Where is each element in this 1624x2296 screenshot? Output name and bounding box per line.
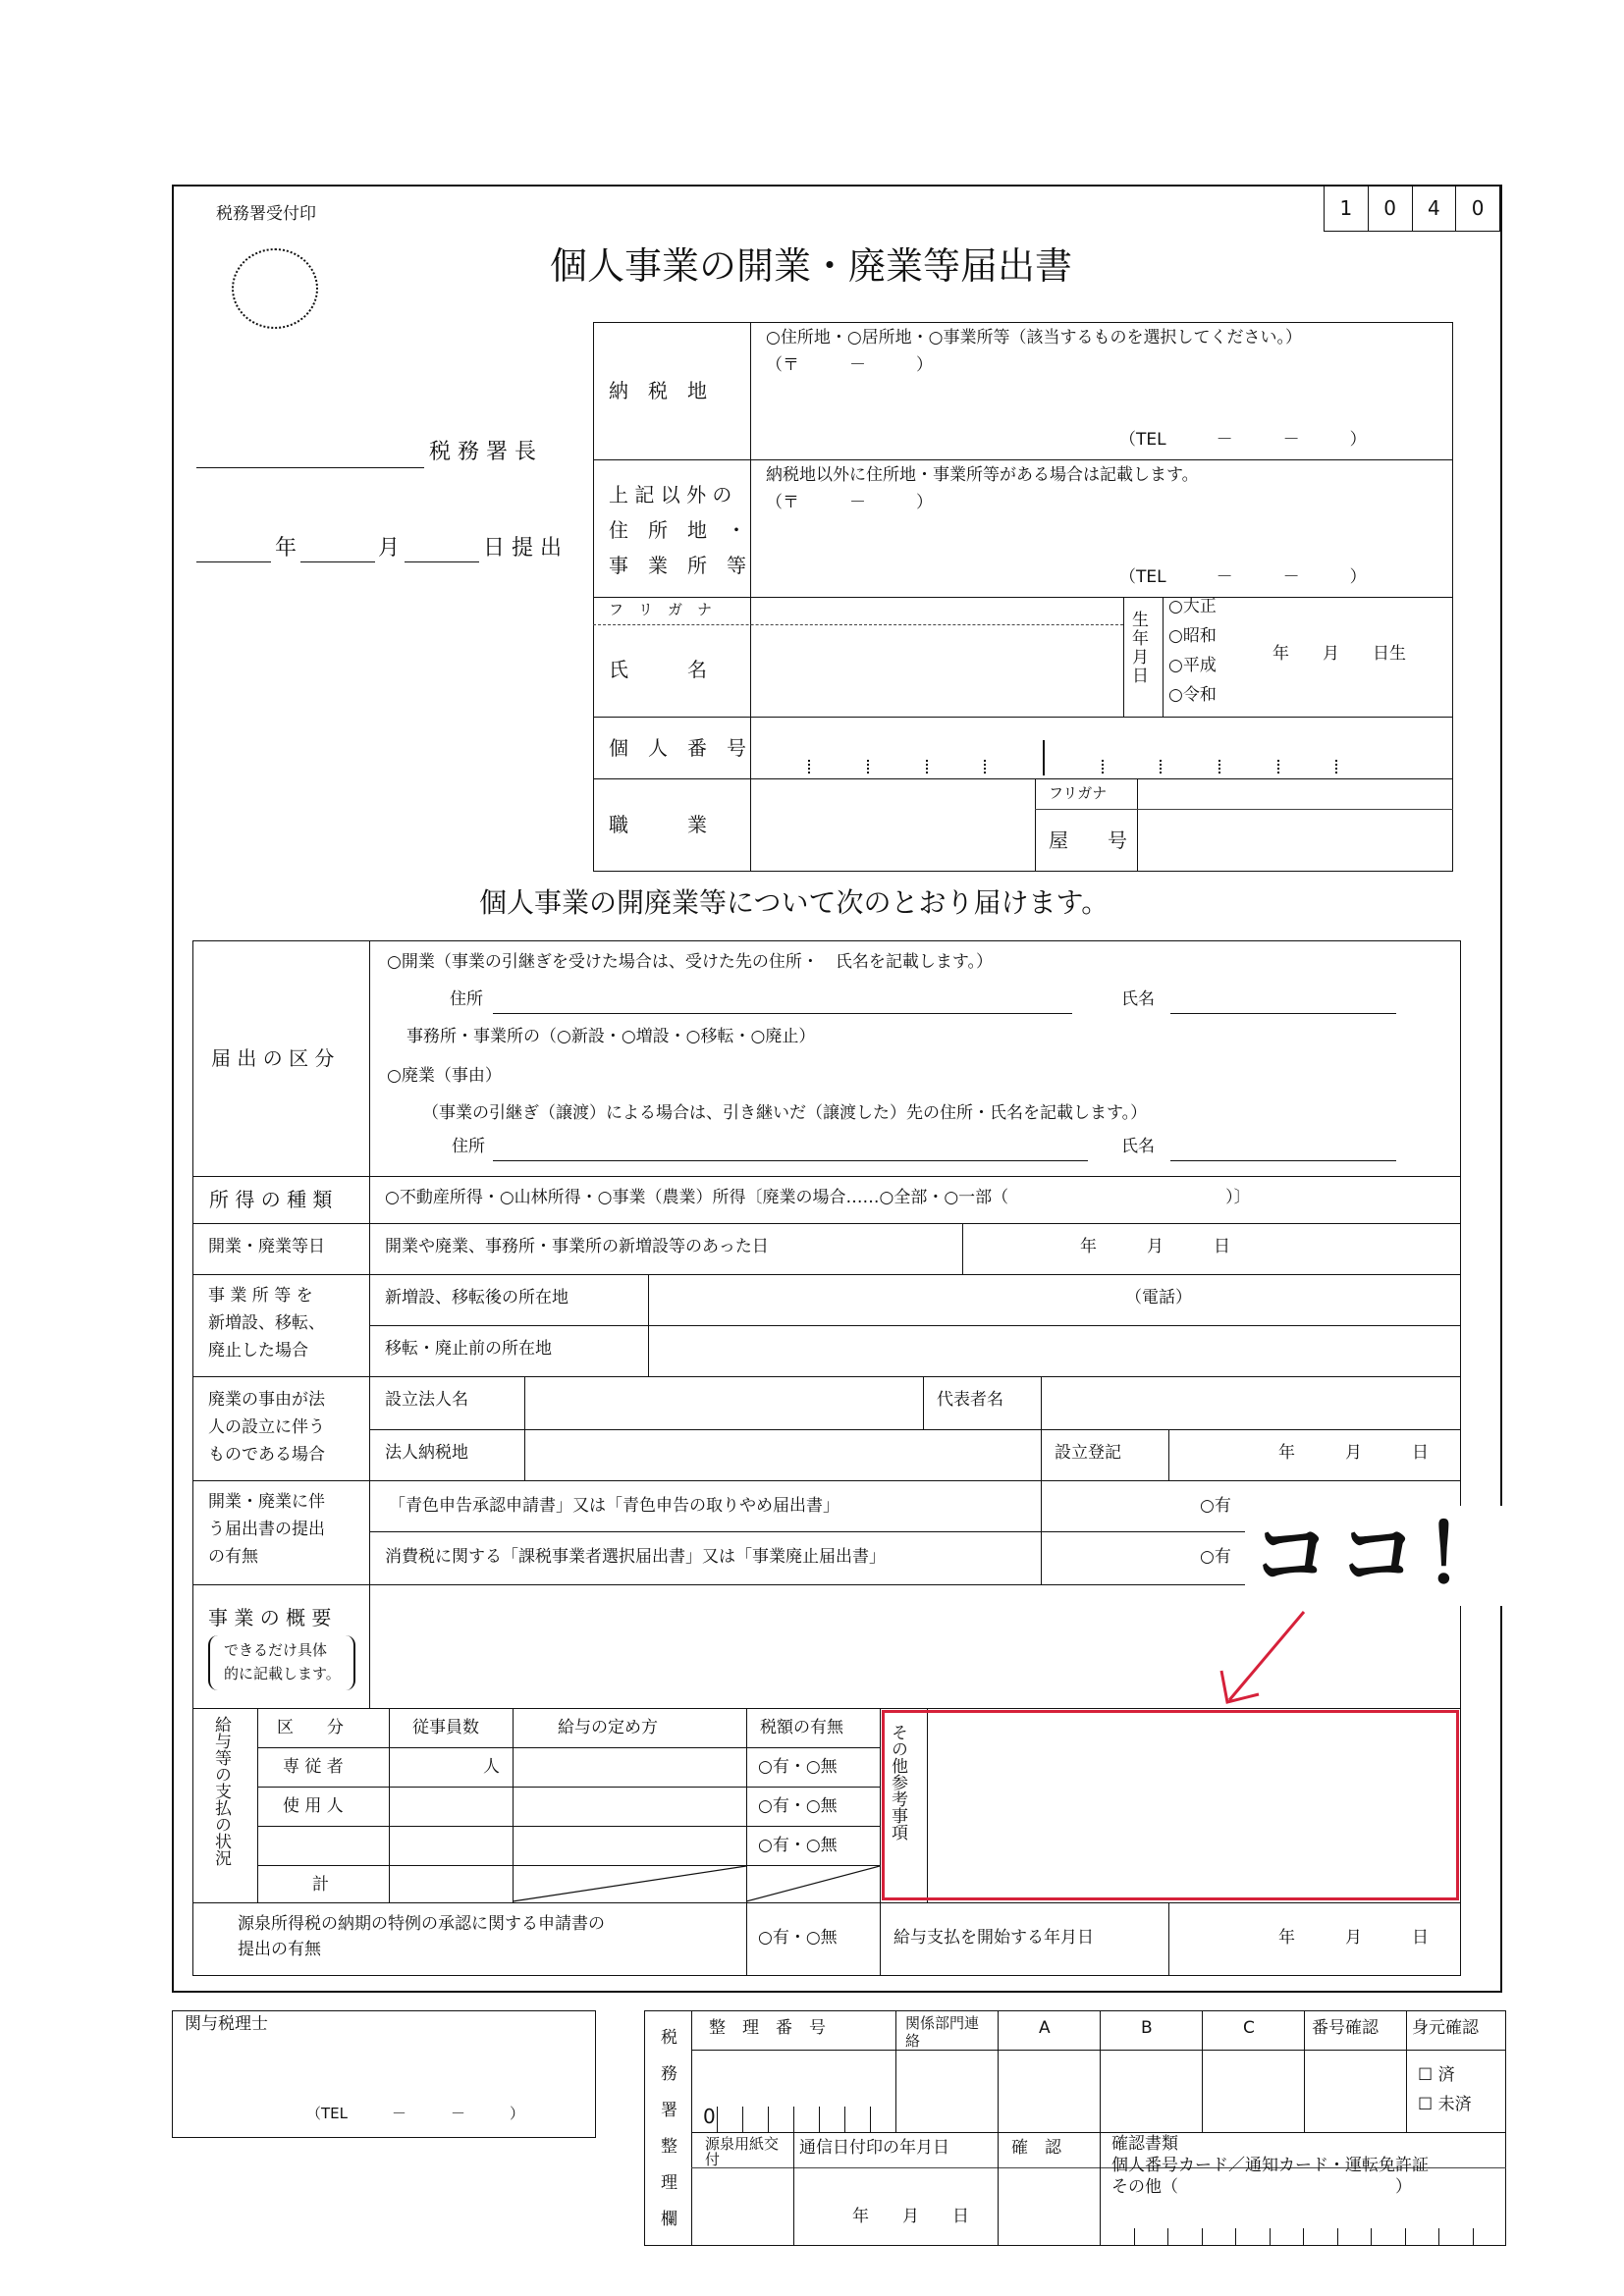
doc-consumption-tax: 消費税に関する「課税事業者選択届出書」又は「事業廃止届出書」 [385,1547,886,1567]
occupation-label: 職 業 [609,813,707,836]
check-undone[interactable]: ☐ 未済 [1418,2095,1472,2114]
tel-field[interactable]: （TEL － － ） [1119,430,1367,450]
tick [844,2107,845,2132]
registration-date[interactable]: 年 月 日 [1278,1443,1429,1463]
source-paper-label: 源泉用紙交 付 [705,2135,794,2168]
digit-separator [1043,740,1045,775]
number-ticks [691,2073,895,2132]
my-number-field[interactable] [750,746,1453,775]
row-tax[interactable]: ○有・○無 [758,1836,838,1855]
tax-place-label: 納 税 地 [609,379,707,402]
name-label: 氏 名 [609,658,707,681]
income-types[interactable]: ○不動産所得・○山林所得・○事業（農業）所得〔廃業の場合……○全部・○一部（ ）〕 [385,1188,1251,1207]
office-header: 関係部門連 絡 [905,2014,995,2050]
open-date-value[interactable]: 年 月 日 [1080,1237,1230,1256]
income-type-label: 所 得 の 種 類 [209,1188,333,1211]
col-header: 給与の定め方 [558,1718,658,1737]
digit-separator [984,760,986,774]
annotation-arrow [1214,1606,1312,1714]
row-count[interactable]: 人 [483,1757,500,1777]
id-docs-label: 確認書類 [1111,2134,1178,2154]
birth-date[interactable]: 年 月 日生 [1272,644,1406,664]
id-docs-other[interactable]: その他（ ） [1111,2177,1412,2197]
tel-field-2[interactable]: （TEL － － ） [1119,567,1367,587]
highlight-box [882,1710,1459,1900]
row-tax[interactable]: ○有・○無 [758,1796,838,1816]
digit-separator [1160,760,1162,774]
office-header: 番号確認 [1312,2018,1379,2038]
start-date-label: 給与支払を開始する年月日 [893,1928,1094,1948]
category-label: 届 出 の 区 分 [211,1046,335,1070]
tick [1337,2228,1338,2246]
check-done[interactable]: ☐ 済 [1418,2065,1455,2085]
salary-section-label: 給与等の支払の状況 [211,1716,231,1866]
tick [1134,2228,1135,2246]
special-choice[interactable]: ○有・○無 [758,1928,838,1948]
postal-code[interactable]: （〒 － ） [766,355,933,375]
month-label: 月 [378,536,401,561]
form-code-digit: 0 [1369,186,1413,231]
old-location-label: 移転・廃止前の所在地 [385,1339,552,1359]
era-option[interactable]: ○昭和 [1168,626,1217,646]
year-label: 年 [275,536,298,561]
id-docs-list[interactable]: 個人番号カード／通知カード・運転免許証 [1111,2156,1429,2175]
close-option[interactable]: ○廃業（事由） [387,1066,502,1086]
tick [717,2107,718,2132]
corp-name-label: 設立法人名 [385,1390,468,1410]
yes-option-2[interactable]: ○有 [1200,1547,1231,1567]
era-option[interactable]: ○平成 [1168,656,1217,675]
col-header: 税額の有無 [760,1718,843,1737]
total-diagonals [513,1865,880,1902]
tick [768,2107,769,2132]
tax-place-choice[interactable]: ○住所地・○居所地・○事業所等（該当するものを選択してください。） [766,328,1302,347]
row-label-total: 計 [312,1875,329,1895]
postal-code-2[interactable]: （〒 － ） [766,493,933,512]
row-tax[interactable]: ○有・○無 [758,1757,838,1777]
form-code-digit: 1 [1325,186,1369,231]
name-field-label: 氏名 [1121,989,1155,1009]
tax-office-line [196,467,424,468]
row-label: 専 従 者 [283,1757,344,1777]
address-label: 住所 [450,989,483,1009]
tick [1270,2228,1271,2246]
tax-office-suffix: 税 務 署 長 [429,440,536,464]
digit-separator [1102,760,1104,774]
new-location-label: 新増設、移転後の所在地 [385,1288,568,1308]
tick [793,2107,794,2132]
era-option[interactable]: ○大正 [1168,597,1217,616]
stamp-label: 税務署受付印 [216,204,316,224]
page-title: 個人事業の開業・廃業等届出書 [550,244,1073,288]
office-header: B [1141,2018,1153,2038]
tick [1405,2228,1406,2246]
digit-separator [1335,760,1337,774]
tick [1371,2228,1372,2246]
overview-label: 事 業 の 概 要 [208,1606,332,1629]
corp-tax-place-label: 法人納税地 [385,1443,468,1463]
digit-separator [867,760,869,774]
digit-separator [1277,760,1279,774]
era-option[interactable]: ○令和 [1168,685,1217,705]
row-label: 使 用 人 [283,1796,344,1816]
tick [1167,2228,1168,2246]
office-option[interactable]: 事務所・事業所の（○新設・○増設・○移転・○廃止） [406,1027,816,1046]
office-header: C [1243,2018,1255,2038]
phone-label: （電話） [1125,1288,1192,1308]
start-date[interactable]: 年 月 日 [1278,1928,1429,1948]
comm-date-label: 通信日付印の年月日 [799,2138,949,2158]
representative-label: 代表者名 [937,1390,1003,1410]
doc-blue-return: 「青色申告承認申請書」又は「青色申告の取りやめ届出書」 [389,1496,839,1516]
other-address-note: 納税地以外に住所地・事業所等がある場合は記載します。 [766,465,1199,485]
number-zero: 0 [703,2105,716,2128]
open-date-desc: 開業や廃業、事務所・事業所の新増設等のあった日 [385,1237,769,1256]
office-header: A [1039,2018,1051,2038]
close-note: （事業の引継ぎ（譲渡）による場合は、引き継いだ（譲渡した）先の住所・氏名を記載します。） [422,1103,1148,1123]
tax-accountant-label: 関与税理士 [185,2014,268,2034]
day-submit-label: 日 提 出 [483,536,562,561]
digit-separator [926,760,928,774]
office-header: 整 理 番 号 [709,2018,826,2038]
other-address-label: 上 記 以 外 の [609,483,732,507]
other-notes-label: その他参考事項 [888,1724,907,1841]
digit-separator [808,760,810,774]
yes-option[interactable]: ○有 [1200,1496,1231,1516]
col-header: 区 分 [277,1718,344,1737]
tick [1303,2228,1304,2246]
name-field-label-2: 氏名 [1121,1137,1155,1156]
statement: 個人事業の開廃業等について次のとおり届けます。 [479,886,1110,919]
office-header: 身元確認 [1412,2018,1479,2038]
tick [1438,2228,1439,2246]
tick [870,2107,871,2132]
tick [1235,2228,1236,2246]
form-code-digit: 0 [1471,196,1485,220]
office-date: 年 月 日 [852,2207,969,2226]
address-label-2: 住所 [452,1137,485,1156]
tick [742,2107,743,2132]
office-use-label: 税務署整理欄 [657,2028,677,2246]
special-label: 源泉所得税の納期の特例の承認に関する申請書の [238,1914,605,1934]
tax-accountant-tel[interactable]: （TEL － － ） [306,2105,524,2122]
stamp-circle [232,248,318,329]
furigana-label: フ リ ガ ナ [609,601,713,618]
open-date-label: 開業・廃業等日 [208,1237,325,1256]
form-code-digit: 4 [1413,186,1457,231]
annotation-text: ココ！ [1245,1506,1516,1606]
registration-label: 設立登記 [1055,1443,1121,1463]
tick [1473,2228,1474,2246]
tick [1202,2228,1203,2246]
shop-name-label: 屋 号 [1049,828,1127,852]
col-header: 従事員数 [412,1718,479,1737]
open-option[interactable]: ○開業（事業の引継ぎを受けた場合は、受けた先の住所・ 氏名を記載します。） [387,952,993,972]
furigana-small: フリガナ [1049,784,1108,802]
digit-separator [1218,760,1220,774]
my-number-label: 個 人 番 号 [609,736,746,760]
id-number-ticks [1100,2207,1506,2246]
birth-label: 生年月日 [1128,611,1148,685]
tick [819,2107,820,2132]
confirm-label: 確 認 [1011,2138,1061,2158]
